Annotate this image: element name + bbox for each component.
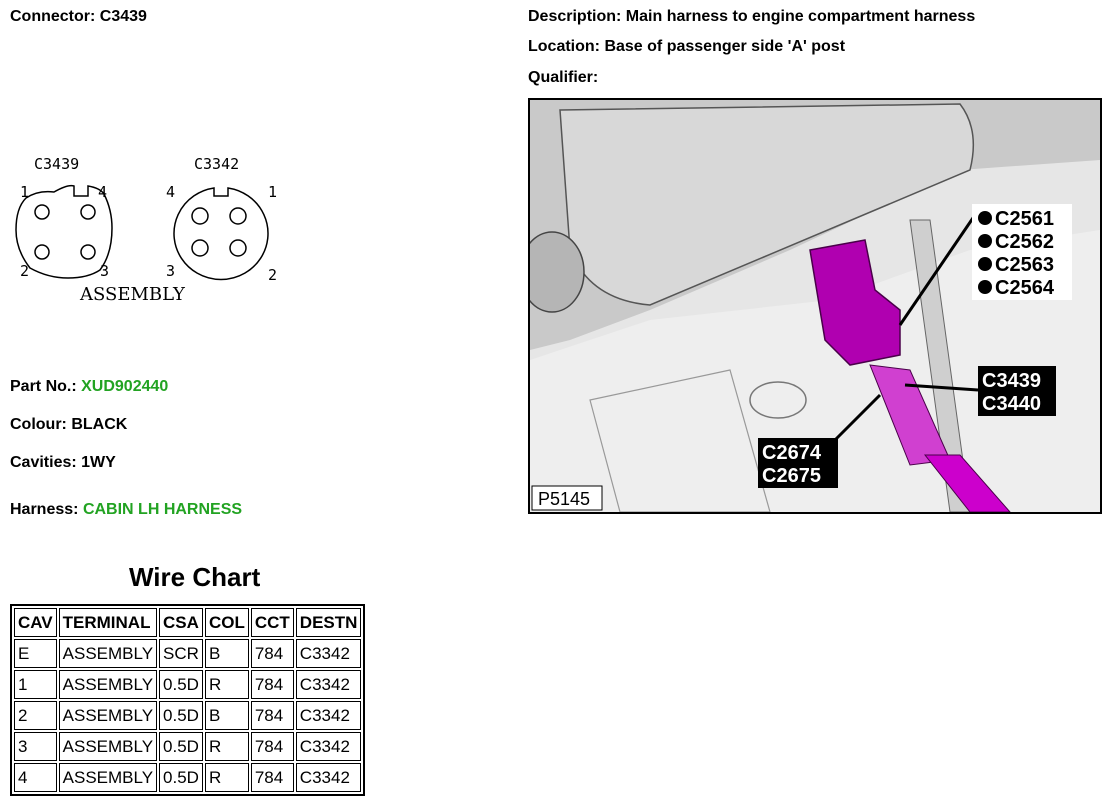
- location-photo: [528, 98, 1102, 514]
- left-pin-4: 4: [98, 183, 108, 201]
- right-cavity-2: [230, 240, 246, 256]
- table-row: [14, 701, 361, 730]
- cell-cav: 1: [14, 670, 57, 699]
- connector-diagram: [8, 150, 288, 310]
- qualifier-label: Qualifier:: [528, 69, 599, 86]
- connector-field: [10, 8, 147, 26]
- harness-value[interactable]: CABIN LH HARNESS: [82, 501, 243, 518]
- cell-cct: 784: [251, 763, 294, 792]
- colour-field: [10, 416, 127, 434]
- header-cct: CCT: [251, 608, 294, 637]
- header-terminal: TERMINAL: [59, 608, 157, 637]
- callout-c2675: C2675: [762, 465, 821, 487]
- table-row: [14, 763, 361, 792]
- cell-csa: 0.5D: [159, 763, 203, 792]
- header-cav: CAV: [14, 608, 57, 637]
- cavities-field: [10, 454, 116, 472]
- right-pin-1: 1: [268, 183, 278, 201]
- cell-csa: 0.5D: [159, 732, 203, 761]
- right-pin-2: 2: [268, 266, 278, 284]
- callout-bullet-4: [978, 280, 992, 294]
- colour-label: Colour:: [10, 416, 67, 433]
- left-cavity-1: [35, 205, 49, 219]
- callout-c3439: C3439: [982, 370, 1041, 392]
- table-row: [14, 639, 361, 668]
- cell-terminal: ASSEMBLY: [59, 670, 157, 699]
- table-row: [14, 670, 361, 699]
- cell-col: R: [205, 763, 249, 792]
- cell-col: B: [205, 701, 249, 730]
- left-cavity-2: [35, 245, 49, 259]
- harness-label: Harness:: [10, 501, 79, 518]
- right-cavity-4: [192, 208, 208, 224]
- location-label: Location:: [528, 38, 600, 55]
- cell-cav: 4: [14, 763, 57, 792]
- callout-bullet-2: [978, 234, 992, 248]
- callout-c2564: C2564: [995, 277, 1054, 299]
- part-number-field: [10, 378, 168, 396]
- qualifier-field: [528, 69, 598, 87]
- left-connector-name: C3439: [34, 155, 80, 173]
- location-field: [528, 38, 845, 56]
- cell-csa: SCR: [159, 639, 203, 668]
- right-connector-name: C3342: [194, 155, 240, 173]
- left-cavity-3: [81, 245, 95, 259]
- connector-value: C3439: [99, 8, 147, 25]
- wire-chart-table: [10, 604, 365, 796]
- left-pin-3: 3: [100, 262, 110, 280]
- header-destn: DESTN: [296, 608, 362, 637]
- colour-value: BLACK: [71, 416, 128, 433]
- cell-cct: 784: [251, 670, 294, 699]
- cell-cct: 784: [251, 701, 294, 730]
- callout-c2674: C2674: [762, 442, 821, 464]
- cavities-value: 1WY: [81, 454, 116, 471]
- header-col: COL: [205, 608, 249, 637]
- cell-terminal: ASSEMBLY: [59, 701, 157, 730]
- callout-c2561: C2561: [995, 208, 1054, 230]
- cell-destn: C3342: [296, 639, 362, 668]
- low-callout: [758, 438, 838, 488]
- right-cavity-3: [192, 240, 208, 256]
- right-pin-4: 4: [166, 183, 176, 201]
- table-row: [14, 732, 361, 761]
- location-value: Base of passenger side 'A' post: [604, 38, 846, 55]
- part-number-label: Part No.:: [10, 378, 77, 395]
- description-label: Description:: [528, 8, 622, 25]
- cell-col: B: [205, 639, 249, 668]
- cell-cav: 2: [14, 701, 57, 730]
- part-number-value[interactable]: XUD902440: [81, 378, 169, 395]
- connector-label: Connector:: [10, 8, 96, 25]
- cell-cav: E: [14, 639, 57, 668]
- callout-c2563: C2563: [995, 254, 1054, 276]
- left-cavity-4: [81, 205, 95, 219]
- cell-csa: 0.5D: [159, 670, 203, 699]
- cell-cct: 784: [251, 732, 294, 761]
- top-callouts: [972, 204, 1072, 300]
- cell-destn: C3342: [296, 701, 362, 730]
- wire-chart-header-row: [14, 608, 361, 637]
- cell-terminal: ASSEMBLY: [59, 763, 157, 792]
- photo-ref: P5145: [538, 489, 591, 509]
- left-pin-1: 1: [20, 183, 30, 201]
- cell-cct: 784: [251, 639, 294, 668]
- cell-terminal: ASSEMBLY: [59, 639, 157, 668]
- cavities-label: Cavities:: [10, 454, 77, 471]
- right-pin-3: 3: [166, 262, 176, 280]
- cell-col: R: [205, 732, 249, 761]
- callout-c3440: C3440: [982, 393, 1041, 415]
- cell-csa: 0.5D: [159, 701, 203, 730]
- cell-destn: C3342: [296, 670, 362, 699]
- cell-terminal: ASSEMBLY: [59, 732, 157, 761]
- description-value: Main harness to engine compartment harness: [625, 8, 976, 25]
- right-cavity-1: [230, 208, 246, 224]
- right-connector-outline: [174, 188, 268, 279]
- mid-callout: [978, 366, 1056, 416]
- callout-bullet-3: [978, 257, 992, 271]
- cell-destn: C3342: [296, 763, 362, 792]
- harness-field: [10, 501, 242, 519]
- left-pin-2: 2: [20, 262, 30, 280]
- callout-bullet-1: [978, 211, 992, 225]
- cell-col: R: [205, 670, 249, 699]
- cell-cav: 3: [14, 732, 57, 761]
- wire-chart-title: Wire Chart: [129, 562, 261, 592]
- cell-destn: C3342: [296, 732, 362, 761]
- description-field: [528, 8, 975, 26]
- diagram-caption: ASSEMBLY: [80, 284, 185, 305]
- air-vent-shape: [528, 232, 584, 312]
- header-csa: CSA: [159, 608, 203, 637]
- callout-c2562: C2562: [995, 231, 1054, 253]
